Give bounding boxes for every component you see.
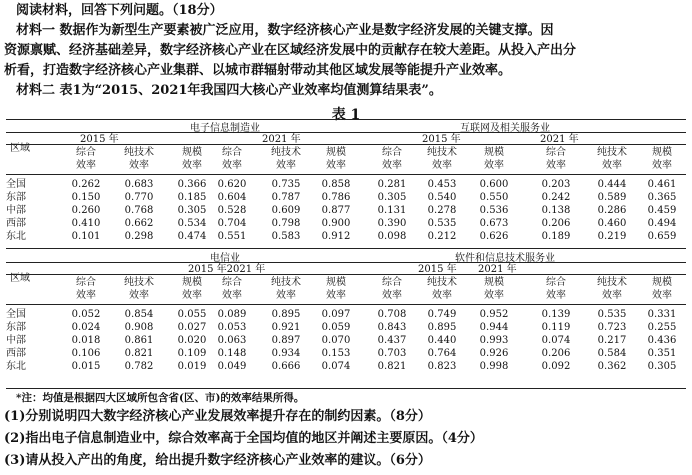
- table-cell: 0.897: [271, 335, 301, 346]
- table-cell: 0.666: [271, 361, 301, 372]
- table-cell: 0.305: [177, 205, 207, 216]
- metric-unit: 效率: [652, 290, 672, 301]
- table-cell: 0.900: [321, 218, 351, 229]
- table-cell: 0.460: [597, 218, 627, 229]
- table-rule: [6, 248, 686, 249]
- metric-unit: 效率: [222, 290, 242, 301]
- table-rule: [6, 144, 686, 145]
- table-cell: 0.770: [124, 192, 154, 203]
- region-name: 中部: [6, 335, 26, 346]
- intro-line-2: 材料一 数据作为新型生产要素被广泛应用，数字经济核心产业是数字经济发展的关键支撑。因: [16, 23, 554, 38]
- metric-unit: 效率: [326, 290, 346, 301]
- metric-unit: 效率: [652, 160, 672, 171]
- year-label: 2015 年: [418, 264, 457, 275]
- table-cell: 0.551: [217, 231, 247, 242]
- metric-header: 综合: [76, 277, 96, 288]
- metric-unit: 效率: [382, 290, 402, 301]
- table-cell: 0.912: [321, 231, 351, 242]
- metric-unit: 效率: [129, 290, 149, 301]
- metric-header: 规模: [326, 147, 346, 158]
- intro-line-3: 资源禀赋、经济基础差异，数字经济核心产业在区域经济发展中的贡献存在较大差距。从投入产出分: [4, 43, 577, 58]
- table-cell: 0.098: [377, 231, 407, 242]
- metric-unit: 效率: [276, 290, 296, 301]
- table-rule: [6, 174, 686, 175]
- metric-header: 综合: [222, 277, 242, 288]
- table-cell: 0.921: [271, 322, 301, 333]
- table-cell: 0.020: [177, 335, 207, 346]
- table-cell: 0.150: [71, 192, 101, 203]
- table-cell: 0.074: [541, 335, 571, 346]
- table-cell: 0.138: [541, 205, 571, 216]
- table-cell: 0.281: [377, 179, 407, 190]
- metric-unit: 效率: [129, 160, 149, 171]
- table-cell: 0.764: [427, 348, 457, 359]
- industry-a-label: 电信业: [210, 253, 240, 264]
- metric-unit: 效率: [432, 290, 452, 301]
- region-name: 东北: [6, 361, 26, 372]
- table-cell: 0.255: [647, 322, 677, 333]
- table-cell: 0.351: [647, 348, 677, 359]
- metric-header: 纯技术: [427, 277, 457, 288]
- metric-unit: 效率: [276, 160, 296, 171]
- metric-unit: 效率: [484, 160, 504, 171]
- metric-header: 纯技术: [271, 277, 301, 288]
- metric-header: 综合: [382, 147, 402, 158]
- metric-header: 规模: [182, 147, 202, 158]
- intro-line-5: 材料二 表1为“2015、2021年我国四大核心产业效率均值测算结果表”。: [16, 83, 442, 98]
- table-cell: 0.494: [647, 218, 677, 229]
- table-cell: 0.854: [124, 309, 154, 320]
- table-cell: 0.662: [124, 218, 154, 229]
- table-cell: 0.390: [377, 218, 407, 229]
- metric-unit: 效率: [382, 160, 402, 171]
- table-cell: 0.106: [71, 348, 101, 359]
- metric-unit: 效率: [182, 290, 202, 301]
- table-cell: 0.217: [597, 335, 627, 346]
- table-cell: 0.131: [377, 205, 407, 216]
- table-cell: 0.908: [124, 322, 154, 333]
- table-cell: 0.821: [124, 348, 154, 359]
- year-label: 2021 年: [478, 264, 517, 275]
- table-cell: 0.436: [647, 335, 677, 346]
- metric-header: 规模: [652, 277, 672, 288]
- metric-unit: 效率: [602, 290, 622, 301]
- table-cell: 0.944: [479, 322, 509, 333]
- table-rule: [6, 274, 686, 275]
- table-cell: 0.242: [541, 192, 571, 203]
- region-name: 东部: [6, 322, 26, 333]
- table-cell: 0.298: [124, 231, 154, 242]
- table-cell: 0.604: [217, 192, 247, 203]
- year-label: 2015 年: [80, 134, 119, 145]
- region-name: 全国: [6, 309, 26, 320]
- table-cell: 0.148: [217, 348, 247, 359]
- question-2: (2)指出电子信息制造业中，综合效率高于全国均值的地区并阐述主要原因。（4分）: [4, 431, 483, 446]
- question-1: (1)分别说明四大数字经济核心产业发展效率提升存在的制约因素。（8分）: [4, 409, 431, 424]
- table-cell: 0.440: [427, 335, 457, 346]
- region-name: 东部: [6, 192, 26, 203]
- table-cell: 0.109: [177, 348, 207, 359]
- table-rule: [6, 132, 686, 133]
- table-cell: 0.926: [479, 348, 509, 359]
- year-label: 2021 年: [262, 134, 301, 145]
- table-cell: 0.305: [377, 192, 407, 203]
- table-cell: 0.119: [541, 322, 571, 333]
- table-cell: 0.540: [427, 192, 457, 203]
- region-name: 全国: [6, 179, 26, 190]
- table-cell: 0.024: [71, 322, 101, 333]
- metric-header: 纯技术: [597, 277, 627, 288]
- table-cell: 0.768: [124, 205, 154, 216]
- metric-unit: 效率: [546, 290, 566, 301]
- table-cell: 0.609: [271, 205, 301, 216]
- table-cell: 0.703: [377, 348, 407, 359]
- table-title: 表 1: [331, 107, 361, 123]
- table-cell: 0.723: [597, 322, 627, 333]
- table-cell: 0.074: [321, 361, 351, 372]
- year-label: 2021 年: [540, 134, 579, 145]
- table-cell: 0.092: [541, 361, 571, 372]
- metric-header: 规模: [326, 277, 346, 288]
- table-rule: [6, 262, 686, 263]
- metric-header: 纯技术: [597, 147, 627, 158]
- table-cell: 0.453: [427, 179, 457, 190]
- metric-header: 综合: [382, 277, 402, 288]
- table-cell: 0.015: [71, 361, 101, 372]
- table-cell: 0.027: [177, 322, 207, 333]
- metric-unit: 效率: [432, 160, 452, 171]
- table-cell: 0.206: [541, 348, 571, 359]
- table-cell: 0.101: [71, 231, 101, 242]
- table-cell: 0.019: [177, 361, 207, 372]
- metric-unit: 效率: [326, 160, 346, 171]
- table-cell: 0.097: [321, 309, 351, 320]
- table-cell: 0.260: [71, 205, 101, 216]
- table-cell: 0.934: [271, 348, 301, 359]
- metric-unit: 效率: [546, 160, 566, 171]
- table-cell: 0.823: [427, 361, 457, 372]
- metric-header: 纯技术: [271, 147, 301, 158]
- metric-header: 纯技术: [124, 277, 154, 288]
- table-cell: 0.895: [427, 322, 457, 333]
- metric-unit: 效率: [182, 160, 202, 171]
- table-cell: 0.798: [271, 218, 301, 229]
- table-cell: 0.782: [124, 361, 154, 372]
- table-cell: 0.366: [177, 179, 207, 190]
- table-rule: [6, 119, 686, 120]
- metric-header: 规模: [484, 277, 504, 288]
- table-cell: 0.089: [217, 309, 247, 320]
- table-cell: 0.861: [124, 335, 154, 346]
- year-label: 2015 年: [422, 134, 461, 145]
- region-name: 东北: [6, 231, 26, 242]
- table-cell: 0.858: [321, 179, 351, 190]
- table-cell: 0.278: [427, 205, 457, 216]
- table-cell: 0.683: [124, 179, 154, 190]
- metric-header: 综合: [546, 277, 566, 288]
- industry-b-label: 软件和信息技术服务业: [455, 253, 555, 264]
- metric-header: 纯技术: [427, 147, 457, 158]
- table-cell: 0.998: [479, 361, 509, 372]
- table-cell: 0.843: [377, 322, 407, 333]
- metric-header: 规模: [182, 277, 202, 288]
- table-cell: 0.708: [377, 309, 407, 320]
- table-cell: 0.895: [271, 309, 301, 320]
- table-cell: 0.786: [321, 192, 351, 203]
- table-cell: 0.362: [597, 361, 627, 372]
- table-cell: 0.070: [321, 335, 351, 346]
- region-header: 区域: [10, 273, 30, 284]
- metric-header: 规模: [484, 147, 504, 158]
- table-cell: 0.534: [177, 218, 207, 229]
- metric-unit: 效率: [484, 290, 504, 301]
- table-cell: 0.049: [217, 361, 247, 372]
- table-cell: 0.821: [377, 361, 407, 372]
- table-cell: 0.952: [479, 309, 509, 320]
- metric-header: 综合: [222, 147, 242, 158]
- table-cell: 0.704: [217, 218, 247, 229]
- metric-header: 纯技术: [124, 147, 154, 158]
- table-cell: 0.331: [647, 309, 677, 320]
- table-cell: 0.620: [217, 179, 247, 190]
- region-name: 中部: [6, 205, 26, 216]
- table-cell: 0.787: [271, 192, 301, 203]
- table-cell: 0.735: [271, 179, 301, 190]
- table-note: *注：均值是根据四大区域所包含省(区、市)的效率结果所得。: [16, 392, 305, 404]
- industry-b-label: 互联网及相关服务业: [460, 123, 550, 134]
- metric-unit: 效率: [602, 160, 622, 171]
- table-cell: 0.059: [321, 322, 351, 333]
- metric-unit: 效率: [222, 160, 242, 171]
- industry-a-label: 电子信息制造业: [190, 123, 260, 134]
- table-cell: 0.052: [71, 309, 101, 320]
- table-cell: 0.185: [177, 192, 207, 203]
- table-cell: 0.528: [217, 205, 247, 216]
- intro-line-1: 阅读材料，回答下列问题。（18分）: [16, 3, 223, 18]
- table-cell: 0.305: [647, 361, 677, 372]
- table-cell: 0.877: [321, 205, 351, 216]
- table-cell: 0.053: [217, 322, 247, 333]
- metric-header: 规模: [652, 147, 672, 158]
- table-cell: 0.055: [177, 309, 207, 320]
- table-cell: 0.410: [71, 218, 101, 229]
- table-cell: 0.749: [427, 309, 457, 320]
- year-label: 2015 年2021 年: [188, 264, 266, 275]
- table-cell: 0.535: [427, 218, 457, 229]
- table-cell: 0.459: [647, 205, 677, 216]
- table-cell: 0.659: [647, 231, 677, 242]
- table-cell: 0.203: [541, 179, 571, 190]
- table-cell: 0.600: [479, 179, 509, 190]
- table-cell: 0.063: [217, 335, 247, 346]
- table-cell: 0.365: [647, 192, 677, 203]
- metric-unit: 效率: [76, 160, 96, 171]
- table-cell: 0.206: [541, 218, 571, 229]
- table-rule: [6, 304, 686, 305]
- table-cell: 0.461: [647, 179, 677, 190]
- table-cell: 0.584: [597, 348, 627, 359]
- region-header: 区域: [10, 143, 30, 154]
- table-cell: 0.219: [597, 231, 627, 242]
- metric-unit: 效率: [76, 290, 96, 301]
- table-cell: 0.286: [597, 205, 627, 216]
- table-cell: 0.018: [71, 335, 101, 346]
- question-3: (3)请从投入产出的角度，给出提升数字经济核心产业效率的建议。（6分）: [4, 453, 431, 468]
- metric-header: 综合: [546, 147, 566, 158]
- table-cell: 0.139: [541, 309, 571, 320]
- table-cell: 0.262: [71, 179, 101, 190]
- intro-line-4: 析看，打造数字经济核心产业集群、以城市群辐射带动其他区域发展等能提升产业效率。: [4, 63, 512, 78]
- table-cell: 0.535: [597, 309, 627, 320]
- table-cell: 0.444: [597, 179, 627, 190]
- table-cell: 0.589: [597, 192, 627, 203]
- metric-header: 综合: [76, 147, 96, 158]
- table-rule: [6, 388, 686, 389]
- region-name: 西部: [6, 218, 26, 229]
- table-cell: 0.993: [479, 335, 509, 346]
- table-cell: 0.212: [427, 231, 457, 242]
- table-cell: 0.550: [479, 192, 509, 203]
- table-cell: 0.583: [271, 231, 301, 242]
- table-cell: 0.153: [321, 348, 351, 359]
- table-cell: 0.673: [479, 218, 509, 229]
- region-name: 西部: [6, 348, 26, 359]
- table-cell: 0.437: [377, 335, 407, 346]
- table-cell: 0.474: [177, 231, 207, 242]
- table-cell: 0.189: [541, 231, 571, 242]
- table-cell: 0.536: [479, 205, 509, 216]
- table-cell: 0.626: [479, 231, 509, 242]
